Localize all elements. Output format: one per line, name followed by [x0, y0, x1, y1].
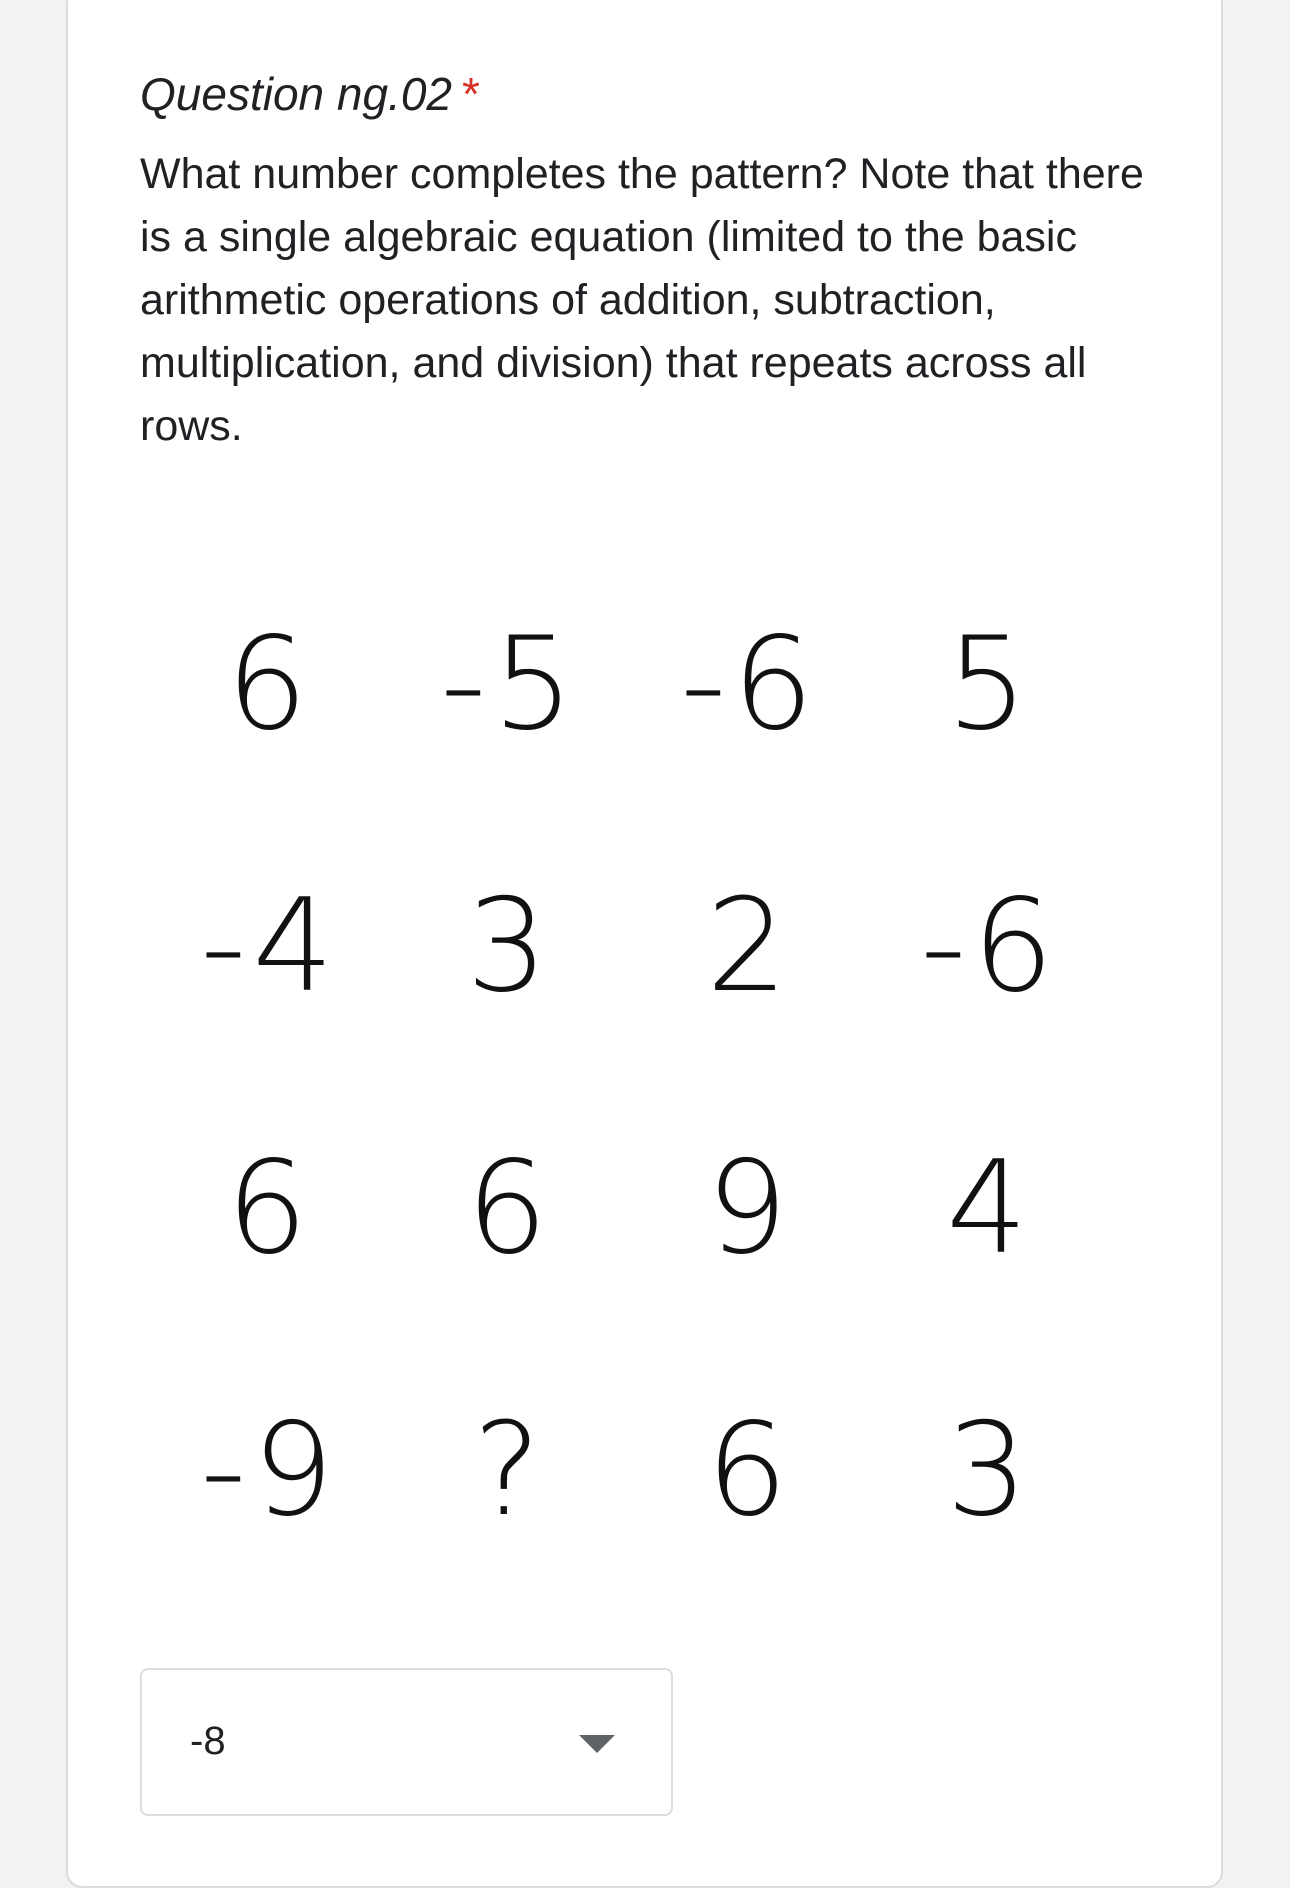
- pattern-cell: 6: [226, 1134, 314, 1283]
- required-asterisk: *: [462, 68, 480, 120]
- pattern-cell-unknown: ?: [473, 1396, 547, 1545]
- answer-dropdown-value: -8: [190, 1719, 226, 1763]
- pattern-cell: -4: [200, 872, 340, 1021]
- pattern-cell: -6: [920, 872, 1060, 1021]
- question-title-text: Question ng.02: [140, 68, 453, 120]
- pattern-cell: 4: [946, 1134, 1034, 1283]
- pattern-cell: 6: [706, 1396, 794, 1545]
- question-title: [140, 64, 480, 124]
- pattern-cell: 3: [466, 872, 554, 1021]
- pattern-cell: 9: [706, 1134, 794, 1283]
- pattern-cell: 3: [946, 1396, 1034, 1545]
- pattern-cell: 6: [226, 610, 314, 759]
- answer-dropdown[interactable]: [140, 1668, 673, 1816]
- caret-down-icon: [579, 1735, 615, 1753]
- pattern-cell: 2: [706, 872, 794, 1021]
- question-description: What number completes the pattern? Note that there is a single algebraic equation (limited to the basic arithmetic operations of addition, subtraction, multiplication, and division) that repeats across all rows.: [140, 150, 1144, 450]
- pattern-cell: 5: [946, 610, 1034, 759]
- pattern-cell: -6: [680, 610, 820, 759]
- pattern-row: [150, 1386, 1110, 1556]
- pattern-cell: -9: [200, 1396, 340, 1545]
- pattern-row: [150, 600, 1110, 770]
- pattern-cell: -5: [440, 610, 580, 759]
- pattern-row: [150, 862, 1110, 1032]
- pattern-row: [150, 1124, 1110, 1294]
- pattern-cell: 6: [466, 1134, 554, 1283]
